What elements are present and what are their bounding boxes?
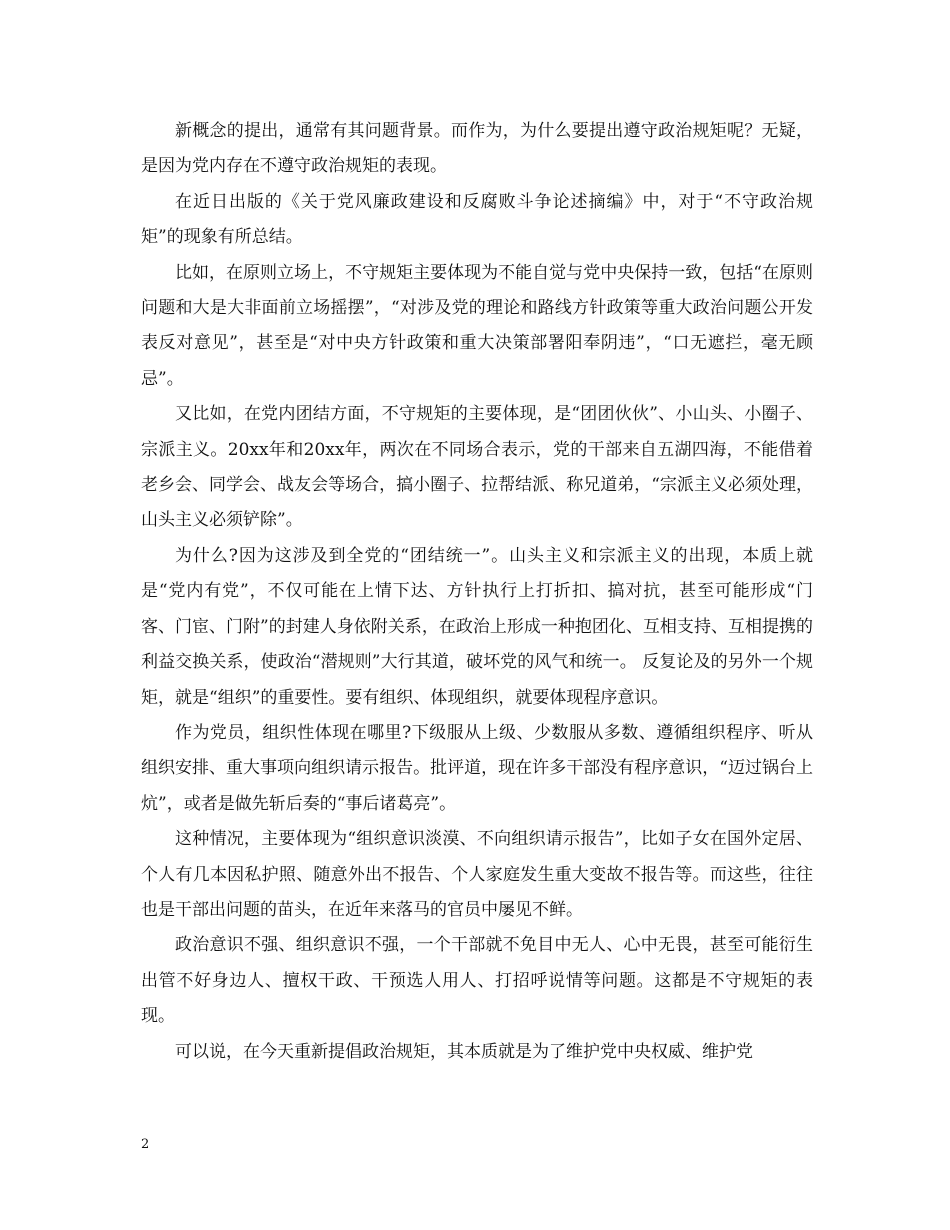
paragraph-9: 可以说，在今天重新提倡政治规矩，其本质就是为了维护党中央权威、维护党 (175, 1041, 753, 1062)
paragraph-8: 政治意识不强、组织意识不强，一个干部就不免目中无人、心中无畏，甚至可能衍生出管不好身边人、擅权干政、干预选人用人、打招呼说情等问题。这都是不守规矩的表现。 (141, 935, 813, 1027)
paragraph-3: 比如，在原则立场上，不守规矩主要体现为不能自觉与党中央保持一致，包括“在原则问题和大是大非面前立场摇摆”，“对涉及党的理论和路线方针政策等重大政治问题公开发表反对意见”，甚至是“对中央方针政策和重大决策部署阳奉阴违”，“口无遮拦，毫无顾忌”。 (141, 262, 813, 389)
document-body (141, 114, 813, 1070)
paragraph-2: 在近日出版的《关于党风廉政建设和反腐败斗争论述摘编》中，对于“不守政治规矩”的现象有所总结。 (141, 191, 813, 248)
paragraph-4: 又比如，在党内团结方面，不守规矩的主要体现，是“团团伙伙”、小山头、小圈子、宗派主义。20xx年和20xx年，两次在不同场合表示，党的干部来自五湖四海，不能借着老乡会、同学会、战友会等场合，搞小圈子、拉帮结派、称兄道弟，“宗派主义必须处理，山头主义必须铲除”。 (141, 404, 813, 531)
page-number: 2 (141, 1137, 150, 1152)
paragraph-6: 作为党员，组织性体现在哪里?下级服从上级、少数服从多数、遵循组织程序、听从组织安排、重大事项向组织请示报告。批评道，现在许多干部没有程序意识，“迈过锅台上炕”，或者是做先斩后奏的“事后诸葛亮”。 (141, 722, 813, 814)
paragraph-1: 新概念的提出，通常有其问题背景。而作为，为什么要提出遵守政治规矩呢？无疑，是因为党内存在不遵守政治规矩的表现。 (141, 121, 813, 177)
paragraph-5: 为什么?因为这涉及到全党的“团结统一”。山头主义和宗派主义的出现，本质上就是“党内有党”，不仅可能在上情下达、方针执行上打折扣、搞对抗，甚至可能形成“门客、门宦、门附”的封建人身依附关系，在政治上形成一种抱团化、互相支持、互相提携的利益交换关系，使政治“潜规则”大行其道，破坏党的风气和统一。 反复论及的另外一个规矩，就是“组织”的重要性。要有组织、体现组织，就要体现程序意识。 (141, 545, 813, 708)
paragraph-7: 这种情况，主要体现为“组织意识淡漠、不向组织请示报告”，比如子女在国外定居、个人有几本因私护照、随意外出不报告、个人家庭发生重大变故不报告等。而这些，往往也是干部出问题的苗头，在近年来落马的官员中屡见不鲜。 (141, 829, 813, 920)
